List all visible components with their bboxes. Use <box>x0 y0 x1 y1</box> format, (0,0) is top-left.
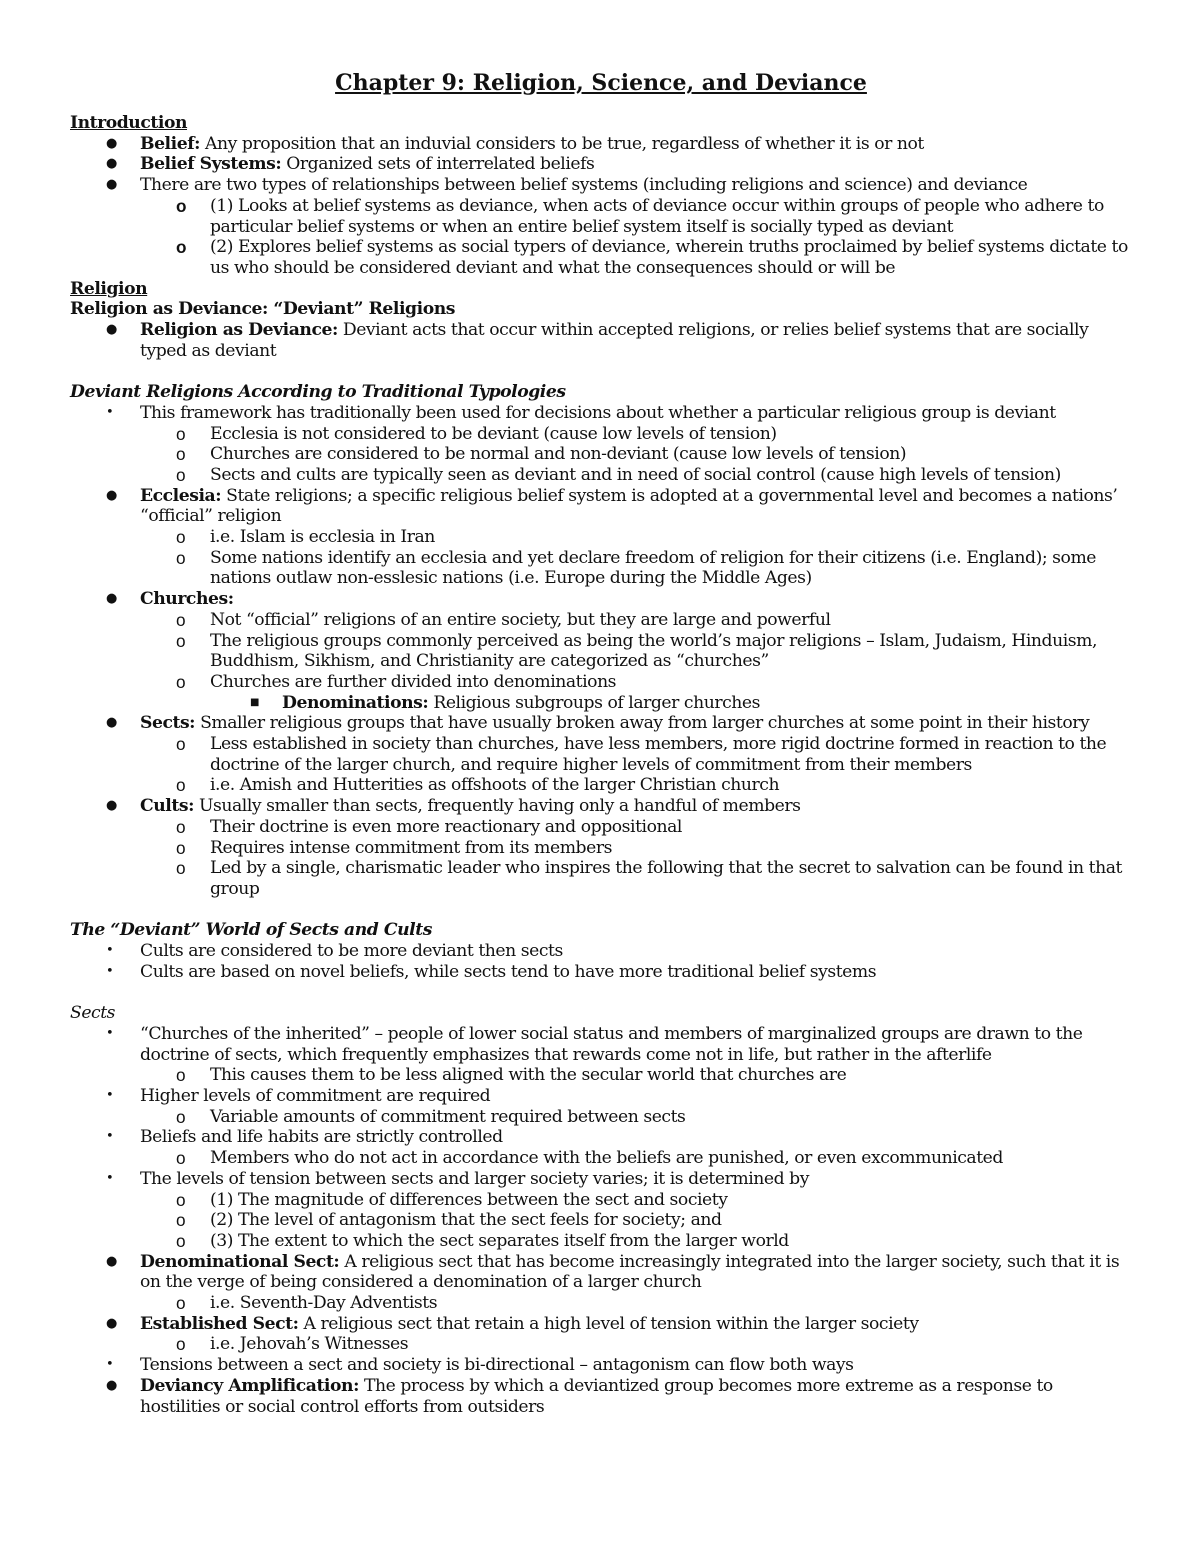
list-item: • Cults are based on novel beliefs, while sects tend to have more traditional belief systems <box>106 961 877 982</box>
section-heading-introduction: Introduction <box>70 113 188 133</box>
circle-bullet-icon: o <box>176 1210 186 1231</box>
bullet-icon: ● <box>106 1377 117 1393</box>
bullet-icon: ● <box>106 1253 117 1269</box>
circle-bullet-icon: o <box>176 1148 186 1169</box>
bullet-icon: • <box>106 1357 114 1373</box>
list-item: ● Religion as Deviance: Deviant acts that occur within accepted religions, or relies belief systems that are socially typed as deviant <box>106 320 1089 361</box>
section-heading-religion: Religion <box>70 278 148 299</box>
list-subitem: o (3) The extent to which the sect separates itself from the larger world <box>176 1230 789 1251</box>
circle-bullet-icon: o <box>176 858 186 879</box>
bullet-icon: • <box>106 1170 114 1186</box>
subsection-heading: Deviant Religions According to Traditional Typologies <box>70 382 566 403</box>
list-subitem: o (2) Explores belief systems as social typers of deviance, wherein truths proclaimed by belief systems dictate to us who should be considered deviant and what the consequences should or will be <box>176 237 1128 278</box>
bullet-icon: • <box>106 1088 114 1103</box>
list-item: ● Belief Systems: Organized sets of interrelated beliefs <box>106 154 595 175</box>
circle-bullet-icon: o <box>176 671 186 692</box>
circle-bullet-icon: o <box>176 630 186 651</box>
bullet-icon: ● <box>106 487 117 503</box>
list-subitem: o Churches are further divided into denominations <box>176 671 617 692</box>
circle-bullet-icon: o <box>176 609 186 630</box>
subsection-heading: Religion as Deviance: “Deviant” Religions <box>70 299 455 320</box>
list-subitem: o Some nations identify an ecclesia and yet declare freedom of religion for their citizens (i.e. England); some nations outlaw non-esslesic nations (i.e. Europe during the Middle Ages) <box>176 547 1097 589</box>
list-item: ● Deviancy Amplification: The process by which a deviantized group becomes more extreme as a response to hostilities or social control efforts from outsiders <box>106 1375 1053 1417</box>
list-subitem: o Members who do not act in accordance with the beliefs are punished, or even excommunicated <box>176 1148 1003 1169</box>
list-item: • Cults are considered to be more deviant then sects <box>106 941 563 962</box>
bullet-icon: ● <box>106 798 117 814</box>
list-item: • The levels of tension between sects and larger society varies; it is determined by <box>106 1168 809 1189</box>
list-item: • Higher levels of commitment are required <box>106 1086 491 1106</box>
list-item: • Tensions between a sect and society is bi-directional – antagonism can flow both ways <box>106 1355 854 1376</box>
list-item: • Beliefs and life habits are strictly controlled <box>106 1127 503 1148</box>
list-subitem: o This causes them to be less aligned with the secular world that churches are <box>176 1065 847 1086</box>
circle-bullet-icon: o <box>176 444 186 465</box>
list-subitem: o i.e. Jehovah’s Witnesses <box>176 1334 409 1355</box>
list-item: ● Established Sect: A religious sect that retain a high level of tension within the larger society <box>106 1313 919 1334</box>
circle-bullet-icon: o <box>176 734 186 755</box>
list-item: ● Ecclesia: State religions; a specific religious belief system is adopted at a governmental level and becomes a nations’ “official” religion <box>106 485 1118 527</box>
bullet-icon: ● <box>106 715 117 731</box>
list-item: ● Belief: Any proposition that an induvial considers to be true, regardless of whether it is or not <box>106 133 924 154</box>
list-subitem: o (2) The level of antagonism that the sect feels for society; and <box>176 1210 722 1231</box>
bullet-icon: • <box>106 943 114 959</box>
list-subitem: o Their doctrine is even more reactionary and oppositional <box>176 816 682 837</box>
list-item: ● Cults: Usually smaller than sects, frequently having only a handful of members <box>106 796 801 817</box>
list-subitem: o Sects and cults are typically seen as deviant and in need of social control (cause high levels of tension) <box>176 464 1061 485</box>
list-subitem: o Not “official” religions of an entire society, but they are large and powerful <box>176 609 831 630</box>
circle-bullet-icon: o <box>176 1334 186 1355</box>
circle-bullet-icon: o <box>176 775 186 796</box>
list-subitem: o Less established in society than churches, have less members, more rigid doctrine formed in reaction to the doctrine of the larger church, and require higher levels of commitment from their members <box>176 734 1107 775</box>
document-title: Chapter 9: Religion, Science, and Deviance <box>335 70 867 96</box>
list-subitem: o Churches are considered to be normal and non-deviant (cause low levels of tension) <box>176 444 907 465</box>
bullet-icon: • <box>106 963 114 979</box>
bullet-icon: ● <box>106 322 117 338</box>
list-subitem: o The religious groups commonly perceived as being the world’s major religions – Islam, Judaism, Hinduism, Buddhism, Sikhism, and Christianity are categorized as “churches” <box>176 630 1098 672</box>
subsection-heading: The “Deviant” World of Sects and Cults <box>70 920 432 941</box>
circle-bullet-icon: o <box>176 1065 186 1086</box>
square-bullet-icon: ■ <box>250 696 259 708</box>
list-subitem: o i.e. Amish and Hutterities as offshoots of the larger Christian church <box>176 775 780 796</box>
list-item: ● Sects: Smaller religious groups that have usually broken away from larger churches at some point in their history <box>106 713 1090 734</box>
bullet-icon: • <box>106 1025 114 1041</box>
circle-bullet-icon: o <box>176 1230 186 1251</box>
bullet-icon: ● <box>106 1315 117 1331</box>
circle-bullet-icon: o <box>176 423 186 444</box>
list-subitem: o Requires intense commitment from its members <box>176 837 612 858</box>
circle-bullet-icon: o <box>176 527 186 548</box>
circle-bullet-icon: o <box>176 1189 186 1210</box>
circle-bullet-icon: o <box>176 464 186 485</box>
circle-bullet-icon: o <box>176 1106 186 1127</box>
bullet-icon: • <box>106 404 114 420</box>
bullet-icon: • <box>106 1129 114 1145</box>
list-subitem: o Led by a single, charismatic leader who inspires the following that the secret to salvation can be found in that group <box>176 858 1122 899</box>
bullet-icon: ● <box>106 156 117 172</box>
list-subitem: o (1) The magnitude of differences between the sect and society <box>176 1189 728 1210</box>
circle-bullet-icon: o <box>176 195 187 216</box>
circle-bullet-icon: o <box>176 237 187 258</box>
list-item: • This framework has traditionally been used for decisions about whether a particular religious group is deviant <box>106 402 1056 423</box>
circle-bullet-icon: o <box>176 837 186 858</box>
list-subitem: o i.e. Islam is ecclesia in Iran <box>176 527 435 548</box>
circle-bullet-icon: o <box>176 816 186 837</box>
bullet-icon: ● <box>106 177 117 193</box>
list-item: ● Churches: <box>106 589 234 610</box>
list-subitem: o Ecclesia is not considered to be deviant (cause low levels of tension) <box>176 423 777 444</box>
list-subitem: o Variable amounts of commitment required between sects <box>176 1106 686 1127</box>
bullet-icon: ● <box>106 135 117 151</box>
circle-bullet-icon: o <box>176 1293 186 1314</box>
list-subitem: o i.e. Seventh-Day Adventists <box>176 1293 438 1314</box>
document-page <box>70 68 1132 1417</box>
list-item: ● There are two types of relationships between belief systems (including religions and science) and deviance <box>106 175 1028 196</box>
list-subsubitem: ■ Denominations: Religious subgroups of larger churches <box>250 692 761 713</box>
subsection-heading: Sects <box>70 1003 116 1024</box>
bullet-icon: ● <box>106 591 117 607</box>
circle-bullet-icon: o <box>176 547 186 568</box>
list-item: • “Churches of the inherited” – people of lower social status and members of marginalized groups are drawn to the doctrine of sects, which frequently emphasizes that rewards come not in life, but rather in the afterlife <box>106 1023 1083 1065</box>
list-subitem: o (1) Looks at belief systems as deviance, when acts of deviance occur within groups of people who adhere to particular belief systems or when an entire belief system itself is socially typed as deviant <box>176 195 1104 237</box>
list-item: ● Denominational Sect: A religious sect that has become increasingly integrated into the larger society, such that it is on the verge of being considered a denomination of a larger church <box>106 1251 1120 1293</box>
